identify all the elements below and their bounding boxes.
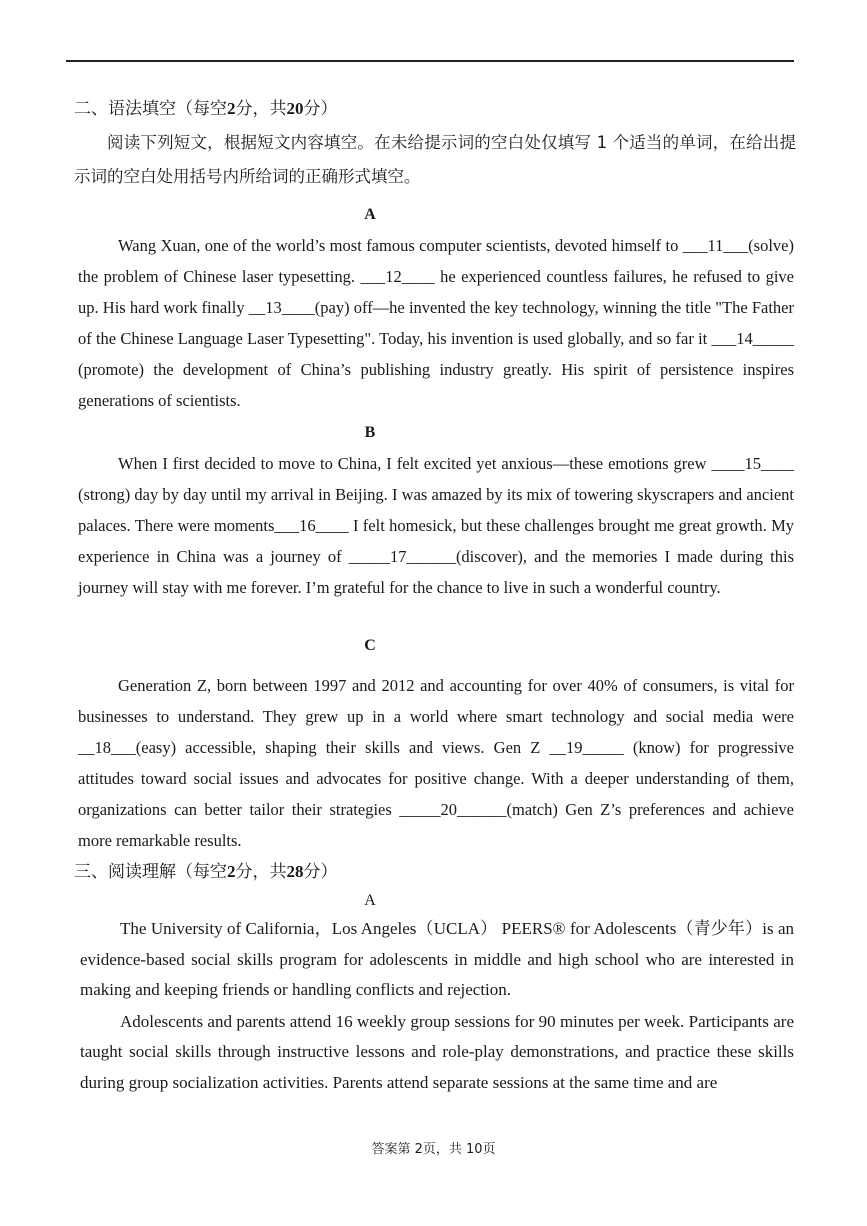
passage-b-paragraph: When I first decided to move to China, I felt excited yet anxious—these emotions grew ____15____ (strong) day by day until my arrival in Beijing. I was amazed by its mix of towering skyscrapers and ancient palaces. There were moments___16____ I felt homesick, but these challenges brought me great growth. My experience in China was a journey of _____17______(discover), and the memories I made during this journey will stay with me forever. I’m grateful for the chance to live in such a wonderful country. [78,454,795,597]
blank-18: __18___ [78,738,136,757]
passage-c [78,670,794,856]
passage-c-paragraph: Generation Z, born between 1997 and 2012 and accounting for over 40% of consumers, is vital for businesses to understand. They grew up in a world where smart technology and social media were __18___(easy) accessible, shaping their skills and views. Gen Z __19_____ (know) for progressive attitudes toward social issues and advocates for positive change. With a deeper understanding of them, organizations can better tailor their strategies _____20______(match) Gen Z’s preferences and achieve more remarkable results. [78,676,795,850]
section-3-title: 三、阅读理解（每空2分，共28分） [74,862,338,882]
blank-20: _____20______ [399,800,507,819]
passage-a-paragraph: Wang Xuan, one of the world’s most famous computer scientists, devoted himself to ___11___(solve) the problem of Chinese laser typesetting. ___12____ he experienced countless failures, he refused to give up. His hard work finally __13____(pay) off—he invented the key technology, winning the title "The Father of the Chinese Language Laser Typesetting". Today, his invention is used globally, and so far it ___14_____ (promote) the development of China’s publishing industry greatly. His spirit of persistence inspires generations of scientists. [78,236,794,410]
reading-a [80,914,794,1098]
blank-17: _____17______ [348,547,456,566]
passage-a-letter: A [364,206,376,223]
blank-13: __13____ [248,298,315,317]
reading-a-letter: A [364,892,376,909]
page-footer: 答案第 2页，共 10页 [371,1142,496,1157]
reading-a-paragraph-2: Adolescents and parents attend 16 weekly group sessions for 90 minutes per week. Participants are taught social skills through instructive lessons and role-play demonstrations, and practice these skills during group socialization activities. Parents attend separate sessions at the same time and are [80,1011,794,1092]
blank-12: ___12____ [360,267,435,286]
passage-c-letter: C [364,637,376,654]
blank-14: ___14_____ [711,329,794,348]
section-2-instructions: 阅读下列短文，根据短文内容填空。在未给提示词的空白处仅填写 1 个适当的单词，在给出提示词的空白处用括号内所给词的正确形式填空。 [74,133,796,186]
reading-a-paragraph-1: The University of California，Los Angeles（UCLA） PEERS® for Adolescents（青少年）is an evidence-based social skills program for adolescents in middle and high school who are interested in making and keeping friends or handling conflicts and rejection. [80,919,794,999]
blank-16: ___16____ [274,516,349,535]
blank-11: ___11___ [682,236,749,255]
passage-b [78,448,794,603]
top-divider [66,60,794,62]
blank-19: __19_____ [549,738,624,757]
passage-b-letter: B [364,424,376,441]
passage-a [78,230,794,416]
blank-15: ____15____ [711,454,794,473]
section-2-title: 二、语法填空（每空2分，共20分） [74,99,338,119]
